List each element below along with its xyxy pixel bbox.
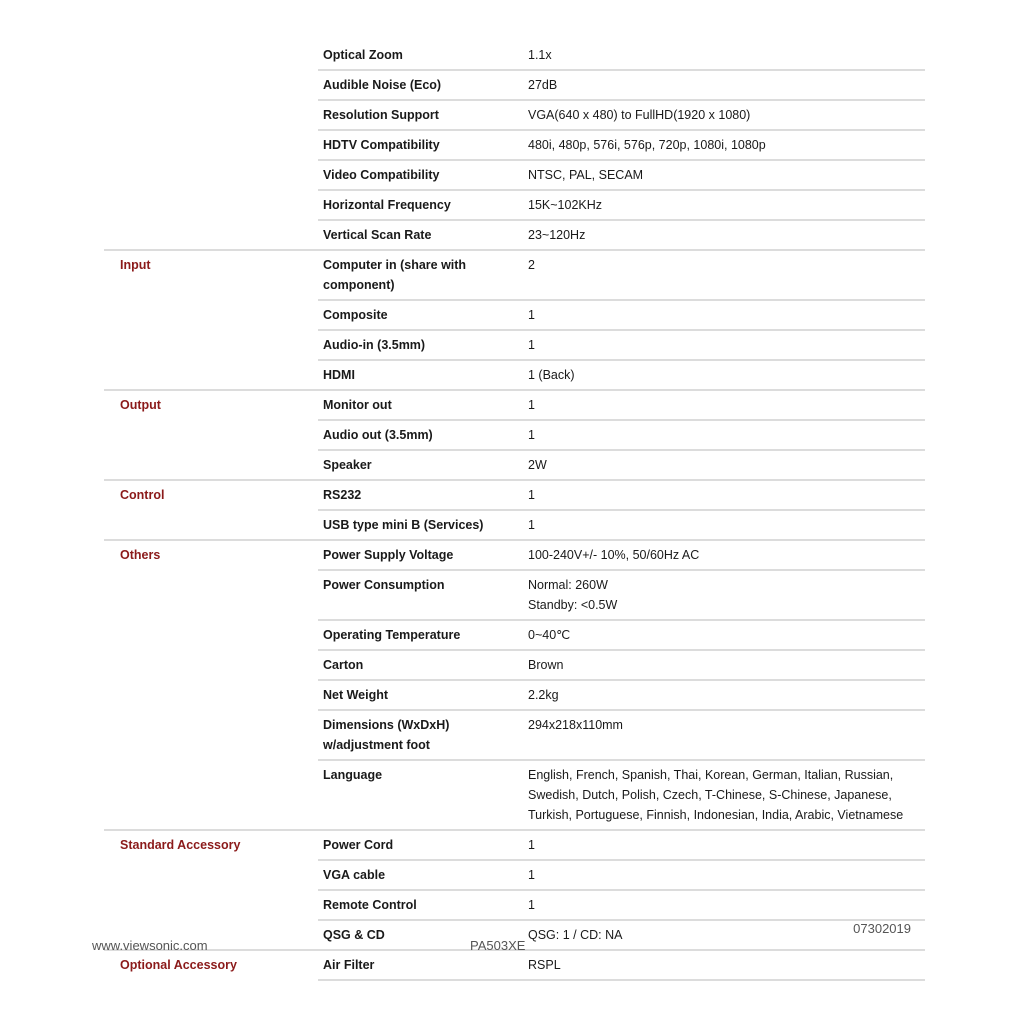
spec-category <box>104 160 318 190</box>
spec-property: VGA cable <box>318 860 523 890</box>
spec-value <box>523 300 925 330</box>
spec-property: Composite <box>318 300 523 330</box>
spec-row <box>104 220 925 250</box>
spec-category <box>104 510 318 540</box>
spec-property: Power Supply Voltage <box>318 540 523 570</box>
spec-row <box>104 760 925 830</box>
spec-property: Operating Temperature <box>318 620 523 650</box>
spec-value <box>523 860 925 890</box>
spec-property: Resolution Support <box>318 100 523 130</box>
spec-property: Net Weight <box>318 680 523 710</box>
spec-row <box>104 830 925 860</box>
spec-category: Standard Accessory <box>104 830 318 860</box>
spec-value <box>523 100 925 130</box>
spec-value <box>523 830 925 860</box>
spec-category <box>104 330 318 360</box>
spec-row <box>104 70 925 100</box>
spec-property: Dimensions (WxDxH) w/adjustment foot <box>318 710 523 760</box>
spec-value-line: 27dB <box>528 78 558 92</box>
spec-property: Carton <box>318 650 523 680</box>
spec-row <box>104 420 925 450</box>
spec-value-line: Standby: <0.5W <box>528 598 618 612</box>
spec-category <box>104 190 318 220</box>
spec-table-body <box>104 41 925 980</box>
spec-row <box>104 300 925 330</box>
spec-category <box>104 300 318 330</box>
spec-row <box>104 250 925 300</box>
spec-property: Optical Zoom <box>318 41 523 70</box>
spec-category <box>104 680 318 710</box>
spec-category: Input <box>104 250 318 300</box>
spec-value <box>523 250 925 300</box>
spec-value-line: 100-240V+/- 10%, 50/60Hz AC <box>528 548 700 562</box>
spec-value-line: Normal: 260W <box>528 578 608 592</box>
spec-value-line: 0~40℃ <box>528 628 571 642</box>
spec-value <box>523 420 925 450</box>
spec-category <box>104 360 318 390</box>
spec-value-line: 2 <box>528 258 535 272</box>
spec-row <box>104 620 925 650</box>
spec-value <box>523 190 925 220</box>
spec-value <box>523 390 925 420</box>
spec-row <box>104 650 925 680</box>
spec-property: Language <box>318 760 523 830</box>
spec-value-line: RSPL <box>528 958 561 972</box>
spec-property: RS232 <box>318 480 523 510</box>
spec-row <box>104 680 925 710</box>
spec-value-line: 1 <box>528 398 535 412</box>
spec-value-line: 1.1x <box>528 48 552 62</box>
spec-property: Monitor out <box>318 390 523 420</box>
spec-category <box>104 760 318 830</box>
spec-category: Optional Accessory <box>104 950 318 980</box>
spec-value <box>523 130 925 160</box>
spec-row <box>104 390 925 420</box>
spec-value-line: Turkish, Portuguese, Finnish, Indonesian, India, Arabic, Vietnamese <box>528 808 904 822</box>
spec-category <box>104 710 318 760</box>
spec-value-line: Swedish, Dutch, Polish, Czech, T-Chinese, S-Chinese, Japanese, <box>528 788 892 802</box>
spec-row <box>104 570 925 620</box>
spec-table <box>104 41 925 981</box>
spec-value-line: 1 (Back) <box>528 368 575 382</box>
doc-code: 07302019 <box>853 921 911 936</box>
spec-property: HDMI <box>318 360 523 390</box>
spec-property: Audio out (3.5mm) <box>318 420 523 450</box>
spec-value <box>523 760 925 830</box>
spec-category <box>104 890 318 920</box>
spec-row <box>104 480 925 510</box>
spec-property: Remote Control <box>318 890 523 920</box>
spec-value <box>523 330 925 360</box>
spec-value <box>523 70 925 100</box>
spec-value <box>523 680 925 710</box>
spec-property: Audible Noise (Eco) <box>318 70 523 100</box>
spec-value-line: 15K~102KHz <box>528 198 603 212</box>
spec-row <box>104 510 925 540</box>
spec-property: Horizontal Frequency <box>318 190 523 220</box>
spec-row <box>104 860 925 890</box>
spec-category <box>104 570 318 620</box>
spec-category <box>104 100 318 130</box>
spec-row <box>104 450 925 480</box>
spec-value <box>523 160 925 190</box>
spec-property: Vertical Scan Rate <box>318 220 523 250</box>
spec-value <box>523 41 925 70</box>
spec-value <box>523 620 925 650</box>
spec-category <box>104 450 318 480</box>
spec-row <box>104 360 925 390</box>
spec-category <box>104 220 318 250</box>
spec-value <box>523 570 925 620</box>
spec-value <box>523 650 925 680</box>
spec-value <box>523 360 925 390</box>
spec-value <box>523 510 925 540</box>
spec-value-line: Brown <box>528 658 564 672</box>
spec-value <box>523 540 925 570</box>
spec-category: Control <box>104 480 318 510</box>
spec-row <box>104 41 925 70</box>
spec-row <box>104 130 925 160</box>
website-footer: www.viewsonic.com <box>92 938 208 953</box>
model-footer: PA503XE <box>470 938 526 953</box>
spec-category <box>104 70 318 100</box>
spec-category <box>104 130 318 160</box>
spec-row <box>104 890 925 920</box>
spec-value-line: English, French, Spanish, Thai, Korean, German, Italian, Russian, <box>528 768 894 782</box>
spec-category: Others <box>104 540 318 570</box>
spec-value-line: VGA(640 x 480) to FullHD(1920 x 1080) <box>528 108 751 122</box>
spec-property: Power Consumption <box>318 570 523 620</box>
spec-property: Video Compatibility <box>318 160 523 190</box>
spec-row <box>104 160 925 190</box>
spec-row <box>104 710 925 760</box>
spec-category: Output <box>104 390 318 420</box>
spec-row <box>104 950 925 980</box>
spec-property: Computer in (share with component) <box>318 250 523 300</box>
spec-value-line: 1 <box>528 868 535 882</box>
spec-value-line: 1 <box>528 838 535 852</box>
spec-row <box>104 330 925 360</box>
spec-row <box>104 190 925 220</box>
spec-value-line: 294x218x110mm <box>528 718 623 732</box>
spec-value <box>523 450 925 480</box>
spec-value-line: NTSC, PAL, SECAM <box>528 168 644 182</box>
spec-value-line: 2.2kg <box>528 688 559 702</box>
spec-value-line: 480i, 480p, 576i, 576p, 720p, 1080i, 1080p <box>528 138 766 152</box>
spec-value-line: 1 <box>528 308 535 322</box>
spec-category <box>104 620 318 650</box>
spec-property: QSG & CD <box>318 920 523 950</box>
spec-property: Audio-in (3.5mm) <box>318 330 523 360</box>
spec-value-line: 1 <box>528 488 535 502</box>
spec-value-line: 1 <box>528 518 535 532</box>
spec-value <box>523 890 925 920</box>
spec-category <box>104 420 318 450</box>
spec-value-line: QSG: 1 / CD: NA <box>528 928 623 942</box>
spec-category <box>104 650 318 680</box>
spec-category <box>104 41 318 70</box>
spec-value-line: 23~120Hz <box>528 228 586 242</box>
spec-value <box>523 710 925 760</box>
spec-value-line: 1 <box>528 338 535 352</box>
spec-value-line: 1 <box>528 428 535 442</box>
spec-value <box>523 220 925 250</box>
spec-value <box>523 480 925 510</box>
spec-value-line: 2W <box>528 458 547 472</box>
spec-property: Air Filter <box>318 950 523 980</box>
spec-category <box>104 860 318 890</box>
spec-row <box>104 540 925 570</box>
spec-value-line: 1 <box>528 898 535 912</box>
spec-value <box>523 950 925 980</box>
spec-row <box>104 100 925 130</box>
spec-property: USB type mini B (Services) <box>318 510 523 540</box>
spec-property: Speaker <box>318 450 523 480</box>
spec-property: Power Cord <box>318 830 523 860</box>
spec-property: HDTV Compatibility <box>318 130 523 160</box>
